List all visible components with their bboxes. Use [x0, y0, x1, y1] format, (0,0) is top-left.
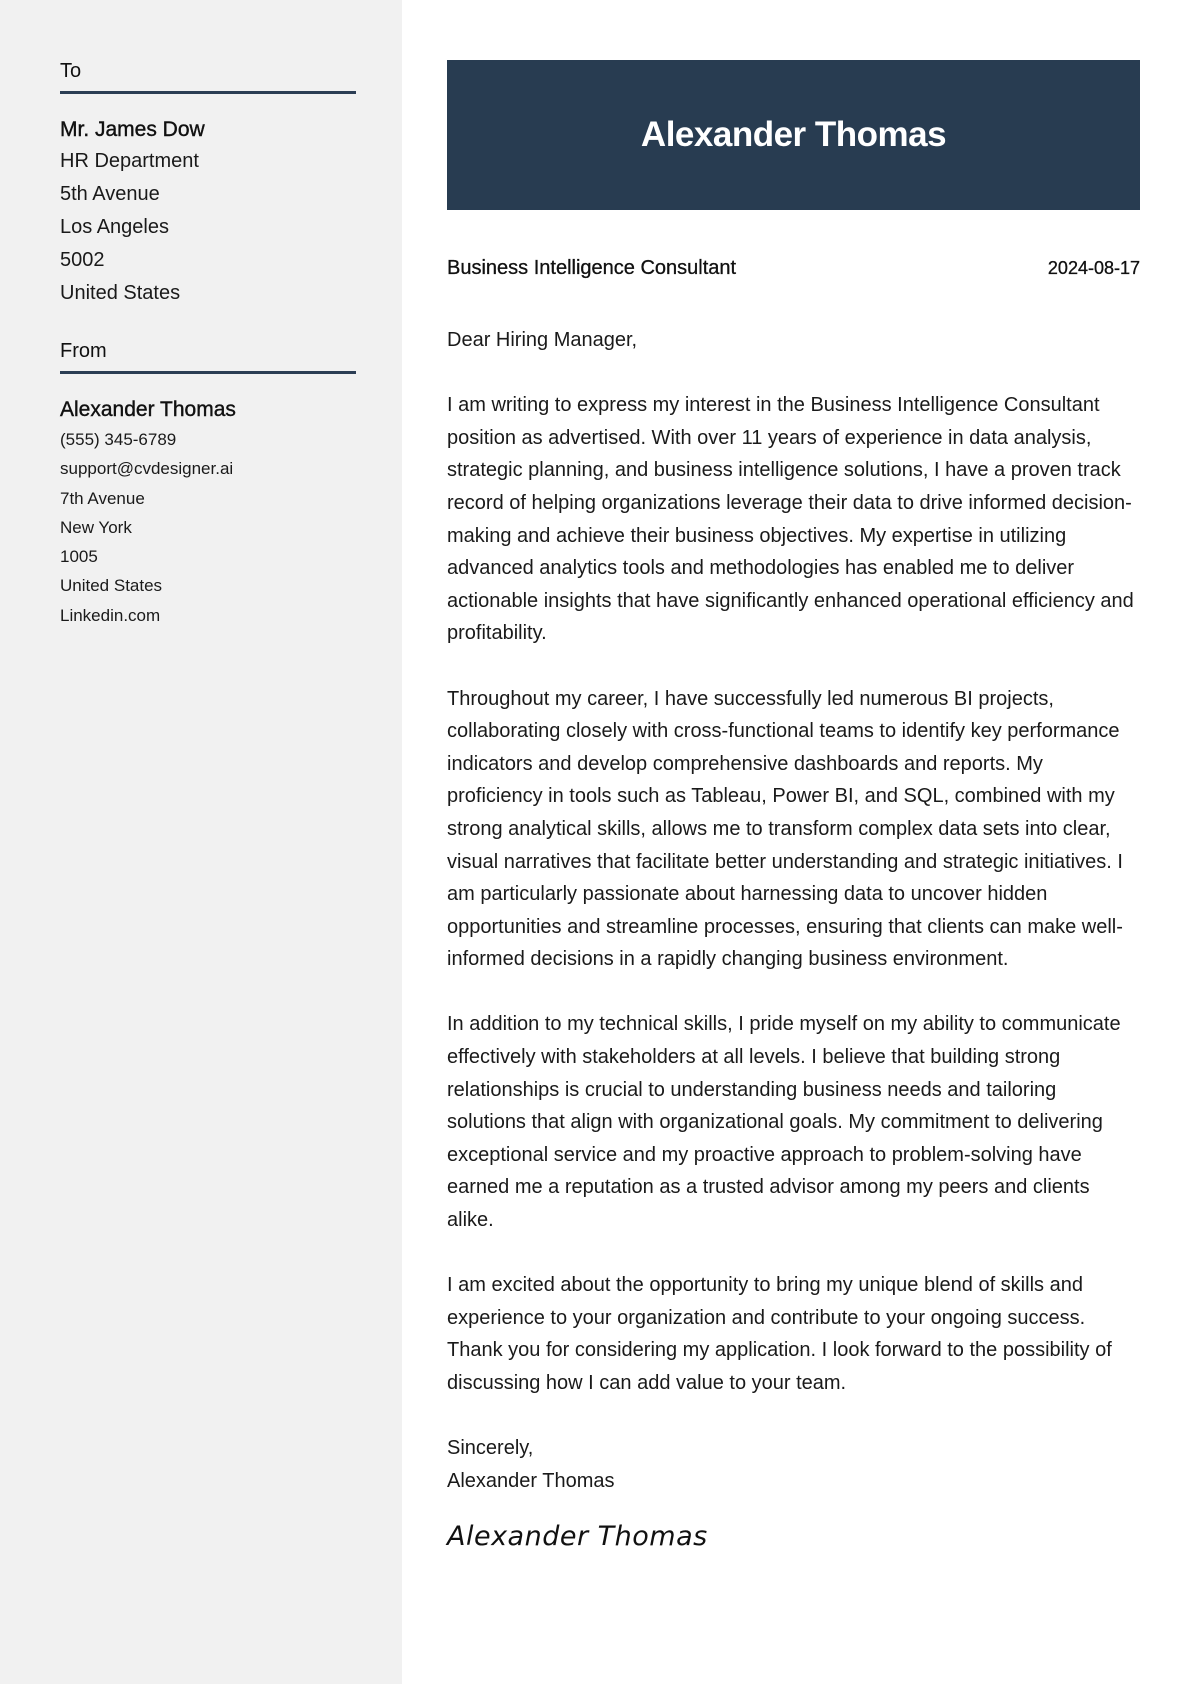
recipient-name: Mr. James Dow — [60, 118, 205, 141]
header-banner — [447, 60, 1140, 210]
recipient-street: 5th Avenue — [60, 183, 160, 205]
recipient-department: HR Department — [60, 150, 199, 172]
recipient-address — [60, 145, 356, 310]
letter-date: 2024-08-17 — [1047, 258, 1140, 278]
sender-zip: 1005 — [60, 547, 98, 567]
sender-email: support@cvdesigner.ai — [60, 459, 234, 479]
recipient-city: Los Angeles — [60, 216, 169, 238]
sender-name: Alexander Thomas — [60, 398, 236, 421]
recipient-section — [60, 60, 356, 310]
sender-section — [60, 340, 356, 630]
letter-body — [447, 324, 1140, 1554]
letter-main — [402, 0, 1200, 1684]
sender-phone: (555) 345-6789 — [60, 430, 177, 449]
header-name: Alexander Thomas — [640, 115, 947, 154]
sender-city: New York — [60, 517, 132, 537]
sender-country: United States — [60, 576, 163, 596]
sender-heading: From — [60, 340, 356, 374]
signature: Alexander Thomas — [447, 1521, 708, 1553]
sender-contact — [60, 425, 356, 630]
paragraph-3: In addition to my technical skills, I pride myself on my ability to communicate effectively with stakeholders at all levels. I believe that building strong relationships is crucial to understanding business needs and tailoring solutions that align with organizational goals. My commitment to delivering exceptional service and my proactive approach to problem-solving have earned me a reputation as a trusted advisor among my peers and clients alike. — [447, 1013, 1121, 1232]
paragraph-4: I am excited about the opportunity to bring my unique blend of skills and experience to your organization and contribute to your ongoing success. Thank you for considering my application. I look forward to the possibility of discussing how I can add value to your team. — [447, 1274, 1112, 1394]
closing-name: Alexander Thomas — [447, 1469, 615, 1492]
closing: Sincerely, — [447, 1437, 534, 1460]
sender-linkedin: Linkedin.com — [60, 605, 161, 625]
recipient-country: United States — [60, 282, 181, 304]
salutation: Dear Hiring Manager, — [447, 329, 638, 351]
job-title: Business Intelligence Consultant — [447, 257, 737, 279]
title-row — [447, 257, 1140, 280]
closing-block — [447, 1432, 1140, 1497]
recipient-heading: To — [60, 60, 356, 94]
paragraph-1: I am writing to express my interest in the Business Intelligence Consultant position as advertised. With over 11 years of experience in data analysis, strategic planning, and business intelligence solutions, I have a proven track record of helping organizations leverage their data to drive informed decision-making and achieve their business objectives. My expertise in utilizing advanced analytics tools and methodologies has enabled me to deliver actionable insights that have significantly enhanced operational efficiency and profitability. — [447, 394, 1134, 645]
paragraph-2: Throughout my career, I have successfully led numerous BI projects, collaborating closely with cross-functional teams to identify key performance indicators and develop comprehensive dashboards and reports. My proficiency in tools such as Tableau, Power BI, and SQL, combined with my strong analytical skills, allows me to transform complex data sets into clear, visual narratives that facilitate better understanding and strategic initiatives. I am particularly passionate about harnessing data to uncover hidden opportunities and streamline processes, ensuring that clients can make well-informed decisions in a rapidly changing business environment. — [447, 687, 1123, 971]
sender-street: 7th Avenue — [60, 488, 145, 508]
sidebar — [0, 0, 402, 1684]
recipient-zip: 5002 — [60, 249, 105, 271]
